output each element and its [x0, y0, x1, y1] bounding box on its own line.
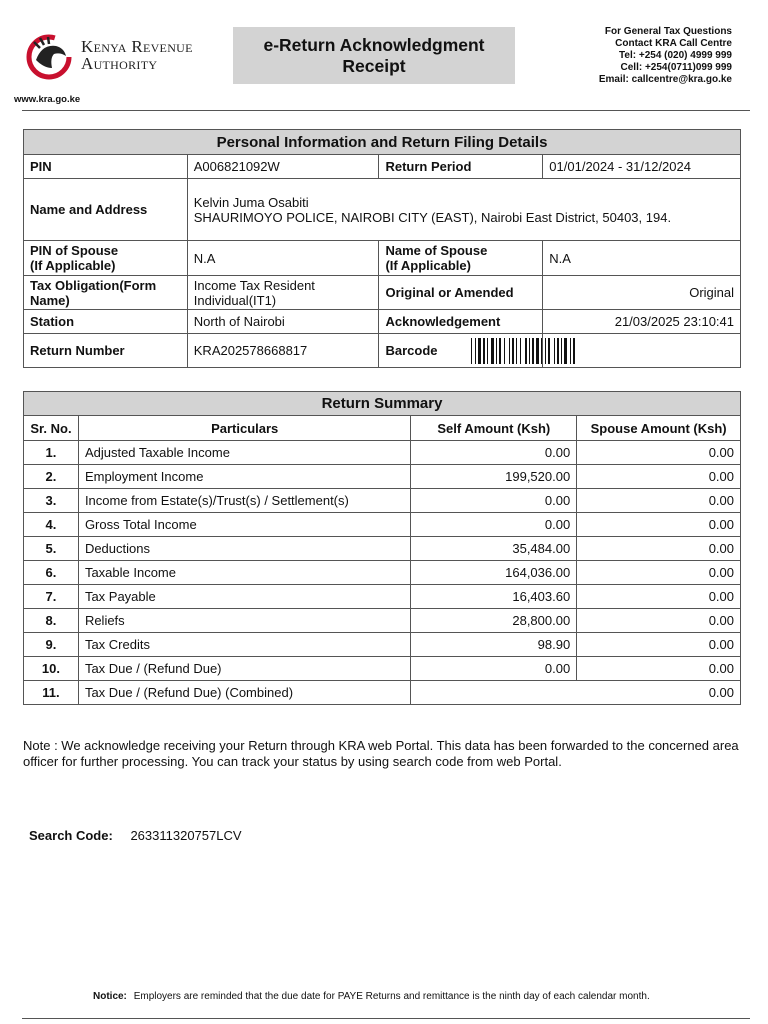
pin-value: A006821092W — [187, 155, 379, 179]
footer-notice — [93, 991, 650, 1002]
return-number-value: KRA202578668817 — [187, 334, 379, 368]
row-particular: Reliefs — [78, 609, 410, 633]
row-particular: Employment Income — [78, 465, 410, 489]
return-period-value: 01/01/2024 - 31/12/2024 — [543, 155, 741, 179]
taxpayer-address: SHAURIMOYO POLICE, NAIROBI CITY (EAST), Nairobi East District, 50403, 194. — [193, 209, 672, 225]
pin-label: PIN — [24, 155, 188, 179]
row-sr-no: 2. — [24, 465, 79, 489]
table-row — [24, 633, 741, 657]
lion-emblem-icon — [26, 34, 74, 80]
row-self-amount: 164,036.00 — [411, 561, 577, 585]
taxpayer-name: Kelvin Juma Osabiti — [193, 194, 309, 210]
logo-line-2: Authority — [81, 54, 158, 73]
table-row — [24, 441, 741, 465]
row-sr-no: 9. — [24, 633, 79, 657]
contact-info — [599, 26, 732, 86]
name-address-label: Name and Address — [24, 179, 188, 241]
return-number-label: Return Number — [24, 334, 188, 368]
row-self-amount: 0.00 — [411, 441, 577, 465]
row-spouse-amount: 0.00 — [577, 633, 741, 657]
column-header-sr-no: Sr. No. — [24, 416, 79, 441]
combined-particular: Tax Due / (Refund Due) (Combined) — [78, 681, 410, 705]
row-spouse-amount: 0.00 — [577, 489, 741, 513]
row-particular: Income from Estate(s)/Trust(s) / Settlement(s) — [78, 489, 410, 513]
contact-line: Cell: +254(0711)099 999 — [620, 62, 732, 73]
page-title — [233, 27, 515, 84]
table-row — [24, 609, 741, 633]
row-spouse-amount: 0.00 — [577, 537, 741, 561]
title-line-1: e-Return Acknowledgment — [263, 35, 485, 55]
original-amended-value: Original — [543, 276, 741, 310]
station-value: North of Nairobi — [187, 310, 379, 334]
barcode-cell — [543, 334, 741, 368]
row-particular: Taxable Income — [78, 561, 410, 585]
spouse-name-label-line: Name of Spouse — [385, 243, 488, 258]
row-self-amount: 28,800.00 — [411, 609, 577, 633]
row-sr-no: 8. — [24, 609, 79, 633]
obligation-value-line: Individual(IT1) — [193, 292, 277, 308]
obligation-label-line: Tax Obligation(Form — [30, 277, 157, 293]
spouse-name-label — [379, 241, 543, 276]
logo-wordmark — [81, 38, 193, 72]
search-code — [29, 828, 242, 843]
row-sr-no: 3. — [24, 489, 79, 513]
row-self-amount: 0.00 — [411, 489, 577, 513]
table-row — [24, 537, 741, 561]
table-row — [24, 465, 741, 489]
logo-line-1: Kenya Revenue — [81, 37, 193, 56]
row-sr-no: 4. — [24, 513, 79, 537]
row-spouse-amount: 0.00 — [577, 513, 741, 537]
acknowledgement-note: Note : We acknowledge receiving your Return through KRA web Portal. This data has been forwarded to the concerned area officer for further processing. You can track your status by using search code from web Portal. — [23, 738, 739, 769]
column-header-self-amount: Self Amount (Ksh) — [411, 416, 577, 441]
search-code-value: 263311320757LCV — [130, 828, 242, 843]
row-particular: Deductions — [78, 537, 410, 561]
row-particular: Tax Payable — [78, 585, 410, 609]
notice-text: Employers are reminded that the due date for PAYE Returns and remittance is the ninth day of each calendar month. — [133, 991, 650, 1002]
original-amended-label: Original or Amended — [379, 276, 543, 310]
barcode-image — [547, 338, 736, 364]
barcode-label: Barcode — [379, 334, 543, 368]
column-header-particulars: Particulars — [78, 416, 410, 441]
return-summary-heading: Return Summary — [24, 392, 741, 416]
name-address-value — [187, 179, 740, 241]
return-period-label: Return Period — [379, 155, 543, 179]
table-row — [24, 561, 741, 585]
spouse-pin-label-line: PIN of Spouse — [30, 243, 119, 258]
table-row — [24, 585, 741, 609]
kra-logo — [26, 34, 226, 80]
personal-info-heading: Personal Information and Return Filing Details — [24, 130, 741, 155]
spouse-pin-value: N.A — [187, 241, 379, 276]
table-row — [24, 657, 741, 681]
website-url: www.kra.go.ke — [14, 94, 81, 105]
contact-line: Tel: +254 (020) 4999 999 — [619, 50, 732, 61]
row-particular: Adjusted Taxable Income — [78, 441, 410, 465]
acknowledgement-value: 21/03/2025 23:10:41 — [543, 310, 741, 334]
row-spouse-amount: 0.00 — [577, 657, 741, 681]
row-self-amount: 16,403.60 — [411, 585, 577, 609]
row-spouse-amount: 0.00 — [577, 465, 741, 489]
return-summary-table — [23, 391, 741, 705]
row-self-amount: 35,484.00 — [411, 537, 577, 561]
header-divider — [22, 110, 750, 111]
station-label: Station — [24, 310, 188, 334]
row-spouse-amount: 0.00 — [577, 609, 741, 633]
contact-line: For General Tax Questions — [604, 26, 732, 37]
title-line-2: Receipt — [342, 56, 406, 76]
spouse-pin-label — [24, 241, 188, 276]
search-code-label: Search Code: — [29, 828, 113, 843]
row-self-amount: 0.00 — [411, 513, 577, 537]
contact-line: Contact KRA Call Centre — [615, 38, 732, 49]
table-row — [24, 513, 741, 537]
row-spouse-amount: 0.00 — [577, 561, 741, 585]
personal-info-table — [23, 129, 741, 368]
row-sr-no: 6. — [24, 561, 79, 585]
obligation-value — [187, 276, 379, 310]
obligation-label — [24, 276, 188, 310]
row-spouse-amount: 0.00 — [577, 441, 741, 465]
row-particular: Gross Total Income — [78, 513, 410, 537]
combined-sr-no: 11. — [24, 681, 79, 705]
notice-label: Notice: — [93, 991, 127, 1002]
acknowledgement-label: Acknowledgement — [379, 310, 543, 334]
spouse-name-label-line: (If Applicable) — [385, 258, 471, 273]
row-self-amount: 98.90 — [411, 633, 577, 657]
spouse-pin-label-line: (If Applicable) — [30, 258, 116, 273]
row-particular: Tax Credits — [78, 633, 410, 657]
row-self-amount: 199,520.00 — [411, 465, 577, 489]
row-spouse-amount: 0.00 — [577, 585, 741, 609]
row-self-amount: 0.00 — [411, 657, 577, 681]
footer-divider — [22, 1018, 750, 1019]
barcode-icon — [471, 338, 661, 364]
combined-value: 0.00 — [411, 681, 741, 705]
obligation-value-line: Income Tax Resident — [193, 277, 315, 293]
row-particular: Tax Due / (Refund Due) — [78, 657, 410, 681]
table-row — [24, 489, 741, 513]
row-sr-no: 5. — [24, 537, 79, 561]
row-sr-no: 7. — [24, 585, 79, 609]
contact-line: Email: callcentre@kra.go.ke — [598, 74, 732, 85]
row-sr-no: 10. — [24, 657, 79, 681]
obligation-label-line: Name) — [30, 292, 70, 308]
spouse-name-value: N.A — [543, 241, 741, 276]
row-sr-no: 1. — [24, 441, 79, 465]
column-header-spouse-amount: Spouse Amount (Ksh) — [577, 416, 741, 441]
